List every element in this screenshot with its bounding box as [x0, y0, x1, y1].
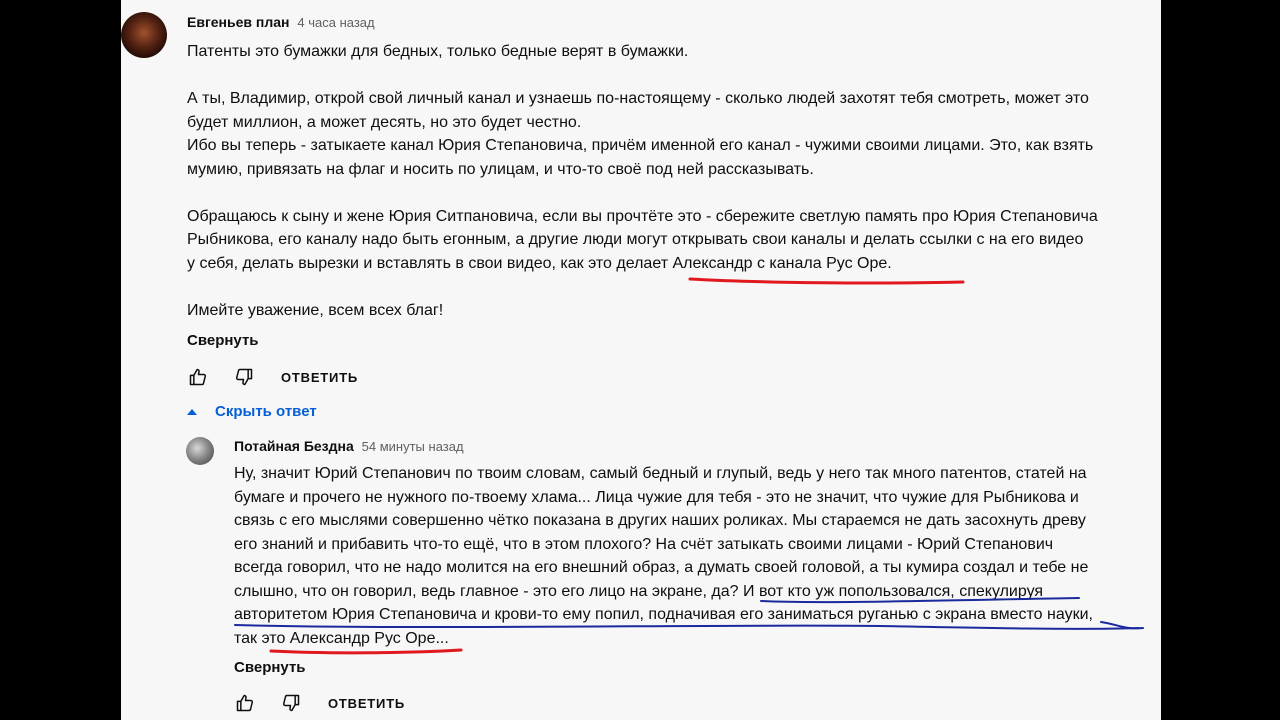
hide-replies-label: Скрыть ответ	[215, 403, 317, 420]
comment-line: Ибо вы теперь - затыкаете канал Юрия Степановича, причём именной его канал - чужими своими лицами. Это, как взять	[187, 137, 1094, 154]
comment-line: у себя, делать вырезки и вставлять в свои видео, как это делает Александр с канала Рус Оре.	[187, 254, 892, 272]
reply-button[interactable]: ОТВЕТИТЬ	[328, 695, 406, 711]
hide-replies-button[interactable]	[187, 403, 317, 420]
reply-avatar[interactable]	[186, 437, 214, 465]
comment-time[interactable]: 4 часа назад	[297, 15, 375, 30]
reply-actions	[234, 692, 405, 714]
avatar[interactable]	[121, 12, 167, 58]
reply-time[interactable]: 54 минуты назад	[361, 439, 464, 454]
reply-collapse-button[interactable]: Свернуть	[234, 659, 306, 676]
comment-line: Обращаюсь к сыну и жене Юрия Ситпановича, если вы прочтёте это - сбережите светлую память про Юрия Степановича	[187, 207, 1098, 225]
thumb-down-icon[interactable]	[280, 692, 302, 714]
comment-paragraph	[187, 87, 1157, 181]
reply-line: всегда говорил, что не надо молится на его внешний образ, а думать своей головой, а ты кумира создал и тебе не	[234, 559, 1089, 576]
comment-author[interactable]: Евгеньев план	[187, 14, 290, 30]
reply-line: авторитетом Юрия Степановича и крови-то ему попил, подначивая его заниматься руганью с экрана вместо науки,	[234, 606, 1093, 623]
reply-line: так это Александр Рус Оре...	[234, 629, 449, 647]
comment-line: Имейте уважение, всем всех благ!	[187, 301, 444, 319]
reply-line: слышно, что он говорил, ведь главное - это его лицо на экране, да? И вот кто уж попользовался, спекулируя	[234, 582, 1044, 600]
comment-line: мумию, привязать на флаг и носить по улицам, и что-то своё под ней рассказывать.	[187, 160, 814, 178]
comment-paragraph	[187, 205, 1157, 276]
comments-panel	[121, 0, 1161, 720]
reply-line: бумаге и прочего не нужного по-твоему хлама... Лица чужие для тебя - это не значит, что чужие для Рыбникова и	[234, 488, 1079, 506]
red-underline	[271, 650, 461, 653]
reply-line: его знаний и прибавить что-то ещё, что в этом плохого? На счёт затыкать своими лицами - Юрий Степанович	[234, 535, 1054, 553]
comment-paragraph	[187, 40, 1157, 64]
comment-header	[187, 14, 375, 30]
comment-actions	[187, 366, 358, 388]
reply-text	[234, 462, 1154, 650]
reply-header	[234, 438, 464, 454]
reply-line: связь с его мыслями совершенно чётко показана в других наших роликах. Мы стараемся не дать засохнуть древу	[234, 512, 1086, 529]
comment-line: Патенты это бумажки для бедных, только бедные верят в бумажки.	[187, 43, 689, 60]
caret-up-icon	[187, 409, 197, 415]
reply-line: Ну, значит Юрий Степанович по твоим словам, самый бедный и глупый, ведь у него так много патентов, статей на	[234, 465, 1087, 482]
reply-button[interactable]: ОТВЕТИТЬ	[281, 369, 359, 385]
thumb-up-icon[interactable]	[234, 692, 256, 714]
comment-paragraph	[187, 299, 1157, 323]
thumb-down-icon[interactable]	[233, 366, 255, 388]
reply-author[interactable]: Потайная Бездна	[234, 438, 354, 454]
collapse-button[interactable]: Свернуть	[187, 332, 259, 349]
comment-text	[187, 40, 1157, 322]
comment-line: будет миллион, а может десять, но это будет честно.	[187, 113, 582, 131]
thumb-up-icon[interactable]	[187, 366, 209, 388]
comment-line: А ты, Владимир, открой свой личный канал и узнаешь по-настоящему - сколько людей захотят тебя смотреть, может это	[187, 90, 1089, 107]
comment-line: Рыбникова, его каналу надо быть егонным, а другие люди могут открывать свои каналы и делать ссылки с на его видео	[187, 231, 1084, 248]
